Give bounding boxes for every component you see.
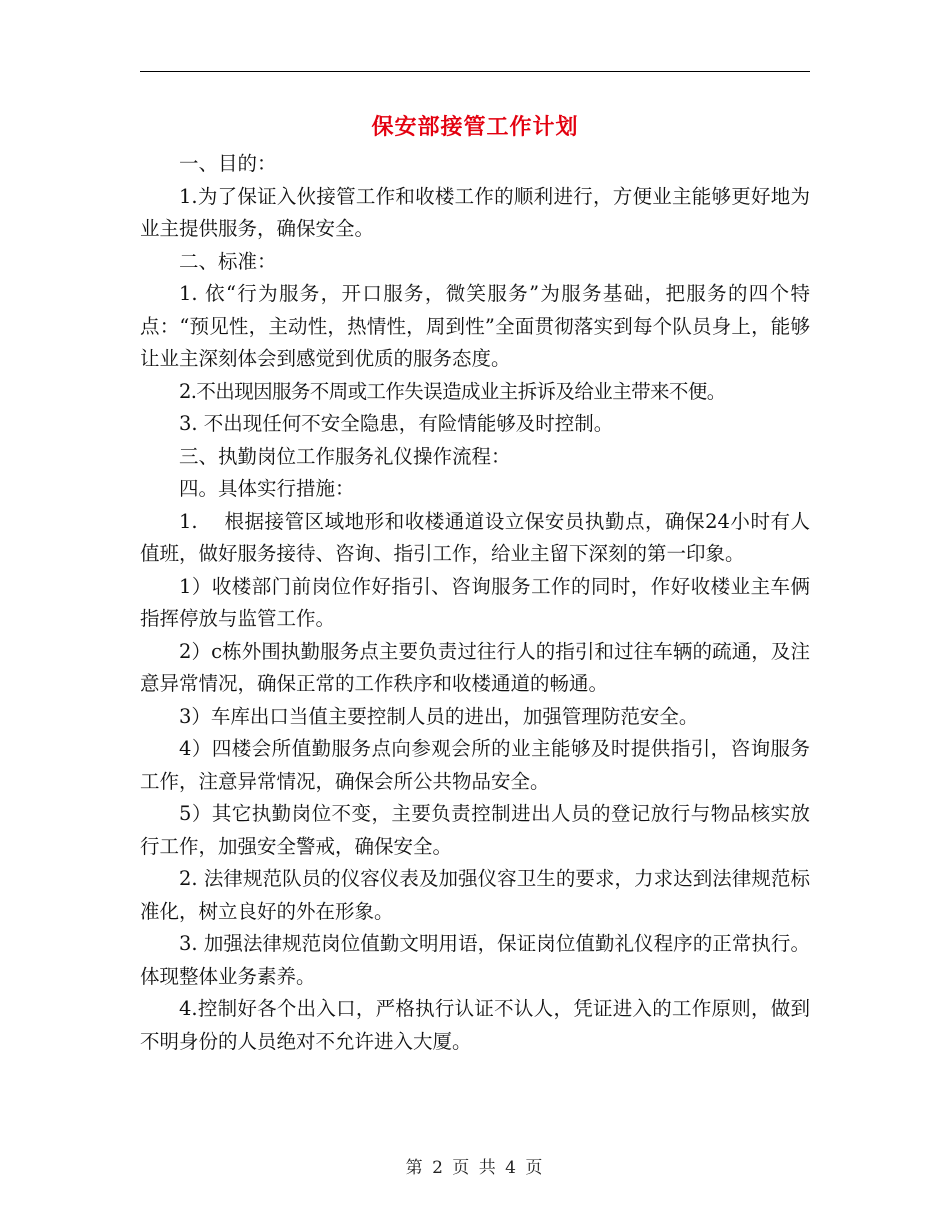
paragraph: 2. 法律规范队员的仪容仪表及加强仪容卫生的要求，力求达到法律规范标准化，树立良好的外在形象。 [140,867,810,923]
paragraph: 1）收楼部门前岗位作好指引、咨询服务工作的同时，作好收楼业主车俩指挥停放与监管工作。 [140,574,810,630]
paragraph: 2）c栋外围执勤服务点主要负责过往行人的指引和过往车辆的疏通，及注意异常情况，确保正常的工作秩序和收楼通道的畅通。 [140,639,810,695]
paragraph: 4.控制好各个出入口，严格执行认证不认人，凭证进入的工作原则，做到不明身份的人员绝对不允许进入大厦。 [140,997,810,1053]
section-heading-purpose: 一、目的： [179,152,277,175]
paragraph: 1. 依“行为服务，开口服务，微笑服务”为服务基础，把服务的四个特点：“预见性，主动性，热情性，周到性”全面贯彻落实到每个队员身上，能够让业主深刻体会到感觉到优质的服务态度。 [140,282,810,370]
paragraph: 3. 加强法律规范岗位值勤文明用语，保证岗位值勤礼仪程序的正常执行。体现整体业务素养。 [140,932,810,988]
section-heading-standard: 二、标准： [179,249,277,273]
paragraph: 1. 根据接管区域地形和收楼通道设立保安员执勤点，确保24小时有人值班，做好服务接待、咨询、指引工作，给业主留下深刻的第一印象。 [140,509,810,565]
paragraph: 4）四楼会所值勤服务点向参观会所的业主能够及时提供指引，咨询服务工作，注意异常情况，确保会所公共物品安全。 [140,737,810,793]
header-rule [140,71,810,72]
paragraph: 3. 不出现任何不安全隐患，有险情能够及时控制。 [179,412,614,435]
paragraph: 2.不出现因服务不周或工作失误造成业主拆诉及给业主带来不便。 [179,379,726,403]
section-heading-process: 三、执勤岗位工作服务礼仪操作流程： [179,444,511,468]
document-title: 保安部接管工作计划 [371,114,579,140]
page-number: 第 2 页 共 4 页 [405,1158,545,1178]
paragraph: 5）其它执勤岗位不变，主要负责控制进出人员的登记放行与物品核实放行工作，加强安全警戒，确保安全。 [140,802,810,858]
document-body [140,148,810,1058]
paragraph: 3）车库出口当值主要控制人员的进出，加强管理防范安全。 [179,704,699,728]
paragraph: 1.为了保证入伙接管工作和收楼工作的顺利进行，方便业主能够更好地为业主提供服务，确保安全。 [140,184,810,240]
section-heading-measures: 四。具体实行措施： [179,477,355,500]
